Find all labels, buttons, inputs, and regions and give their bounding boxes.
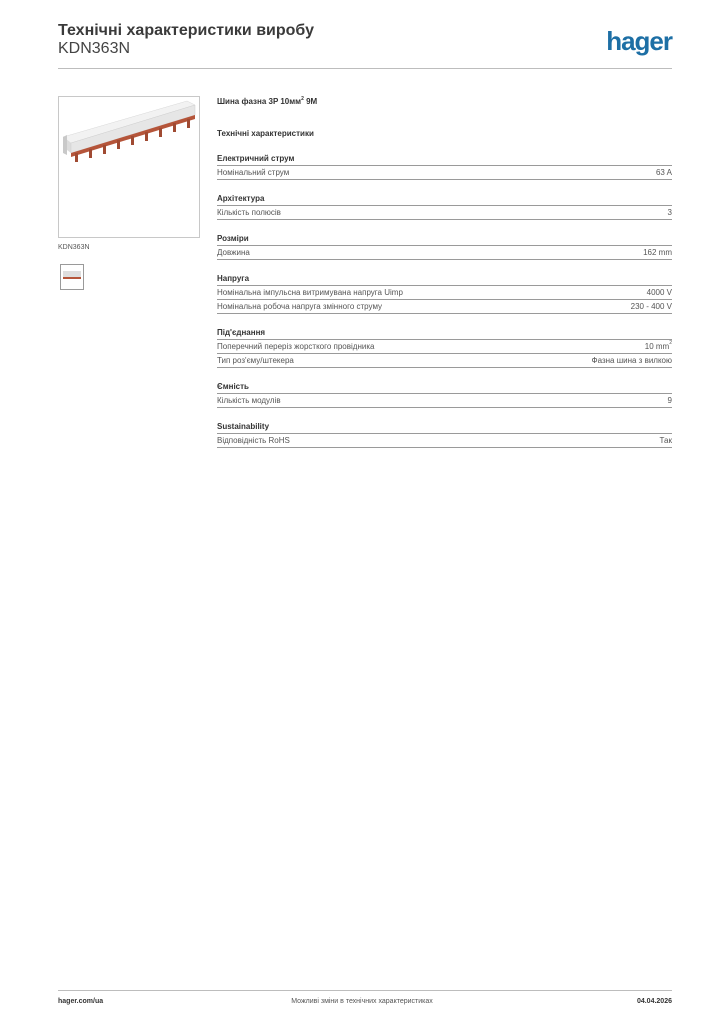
spec-value [668, 206, 672, 219]
spec-group-title: Sustainability [217, 420, 672, 434]
spec-value-text: 9 [667, 396, 672, 405]
spec-value-text: Так [659, 436, 672, 445]
spec-value-text: 10 mm [644, 342, 670, 351]
spec-row [217, 206, 672, 220]
spec-value [592, 354, 673, 367]
spec-value [643, 246, 672, 259]
spec-value [668, 394, 672, 407]
spec-group [217, 326, 672, 368]
busbar-illustration [59, 97, 199, 237]
spec-value-text: 4000 V [646, 288, 672, 297]
thumbnail-icon [61, 265, 83, 289]
spec-group [217, 420, 672, 448]
document-title: Технічні характеристики виробу [58, 22, 314, 39]
spec-label: Номінальний струм [217, 168, 290, 177]
footer-note: Можливі зміни в технічних характеристиках [291, 998, 433, 1005]
image-thumbnail[interactable] [60, 264, 84, 290]
logo-text: hager [606, 26, 672, 56]
footer-divider [58, 990, 672, 991]
spec-value [656, 166, 672, 179]
spec-label: Номінальна робоча напруга змінного струму [217, 302, 383, 311]
spec-value-text: Фазна шина з вилкою [591, 356, 672, 365]
spec-value-text: 3 [667, 208, 672, 217]
spec-value-text: 230 - 400 V [630, 302, 672, 311]
spec-value [647, 286, 672, 299]
spec-group-title: Електричний струм [217, 152, 672, 166]
spec-group [217, 380, 672, 408]
product-image [58, 96, 200, 238]
spec-row [217, 286, 672, 300]
spec-group [217, 272, 672, 314]
spec-group-title: Ємність [217, 380, 672, 394]
spec-label: Тип роз'єму/штекера [217, 356, 294, 365]
spec-row [217, 354, 672, 368]
spec-row [217, 166, 672, 180]
spec-label: Поперечний переріз жорсткого провідника [217, 342, 375, 351]
image-caption: KDN363N [58, 244, 90, 251]
spec-groups [217, 152, 672, 448]
spec-group-title: Розміри [217, 232, 672, 246]
specifications [217, 96, 672, 448]
spec-group [217, 152, 672, 180]
spec-group [217, 192, 672, 220]
spec-label: Номінальна імпульсна витримувана напруга Uimp [217, 288, 403, 297]
footer-date: 04.04.2026 [636, 998, 672, 1005]
spec-value-sup: 2 [669, 340, 672, 346]
spec-label: Довжина [217, 248, 250, 257]
spec-value [631, 300, 672, 313]
spec-label: Відповідність RoHS [217, 436, 290, 445]
hager-logo [606, 26, 672, 56]
spec-value [645, 340, 672, 353]
spec-group-title: Напруга [217, 272, 672, 286]
spec-row [217, 434, 672, 448]
spec-group [217, 232, 672, 260]
product-name: Шина фазна 3P $10мм^2$ 9M [217, 96, 318, 106]
specs-heading: Технічні характеристики [217, 129, 314, 138]
spec-label: Кількість модулів [217, 396, 281, 405]
product-code: KDN363N [58, 40, 131, 57]
spec-row [217, 340, 672, 354]
spec-label: Кількість полюсів [217, 208, 281, 217]
spec-group-title: Під'єднання [217, 326, 672, 340]
spec-group-title: Архітектура [217, 192, 672, 206]
spec-value-text: 162 mm [643, 248, 672, 257]
spec-value-text: 63 A [655, 168, 672, 177]
footer-website[interactable]: hager.com/ua [58, 998, 104, 1005]
spec-row [217, 300, 672, 314]
header-divider [58, 68, 672, 69]
spec-row [217, 246, 672, 260]
spec-value [660, 434, 672, 447]
spec-row [217, 394, 672, 408]
